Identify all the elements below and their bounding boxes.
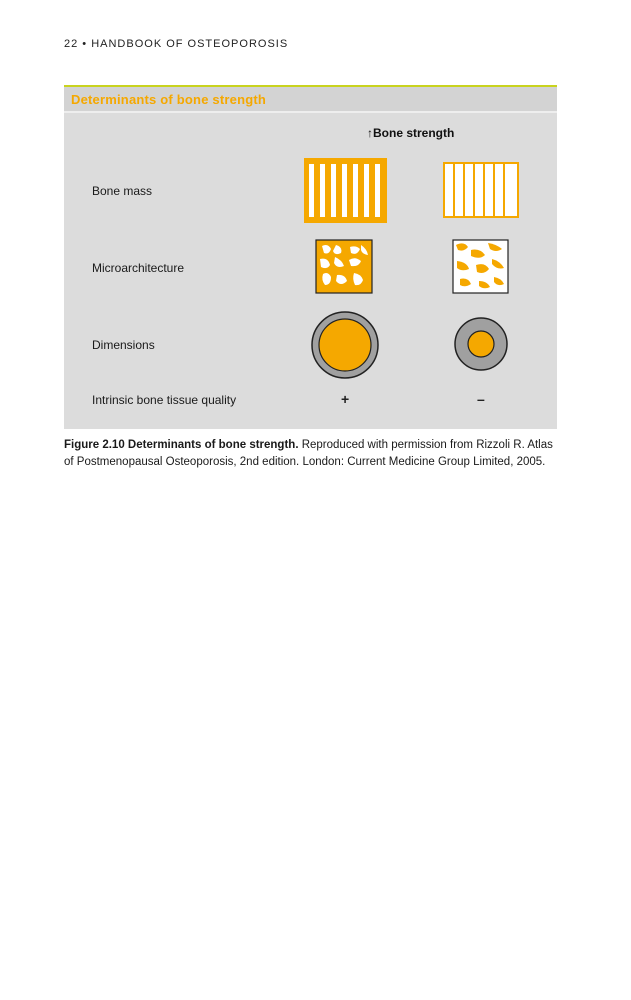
column-header: ↑Bone strength (367, 126, 455, 140)
row-label-bone-mass: Bone mass (92, 184, 153, 198)
tissue-quality-high-symbol: + (341, 391, 350, 407)
figure-title: Determinants of bone strength (71, 92, 267, 107)
microarchitecture-high-illustration (316, 240, 372, 293)
caption-label: Figure 2.10 Determinants of bone strength. (64, 439, 299, 451)
row-label-dimensions: Dimensions (92, 338, 155, 352)
microarchitecture-low-illustration (453, 240, 508, 293)
row-label-tissue-quality: Intrinsic bone tissue quality (92, 393, 237, 407)
row-label-microarchitecture: Microarchitecture (92, 261, 185, 275)
figure-caption (64, 437, 558, 471)
figure-panel (64, 85, 557, 429)
tissue-quality-low-symbol: – (477, 391, 485, 407)
caption-text: Reproduced with permission from Rizzoli R. Atlas of Postmenopausal Osteoporosis, 2nd edition. London: Current Medicine Group Limited, 2005. (64, 439, 553, 468)
dimensions-low-illustration (455, 318, 507, 370)
running-head: 22 • HANDBOOK OF OSTEOPOROSIS (64, 38, 289, 50)
bone-mass-low-illustration (444, 163, 518, 217)
bone-mass-high-illustration (304, 158, 387, 223)
dimensions-high-illustration (312, 312, 378, 378)
figure-illustrations (64, 85, 557, 429)
